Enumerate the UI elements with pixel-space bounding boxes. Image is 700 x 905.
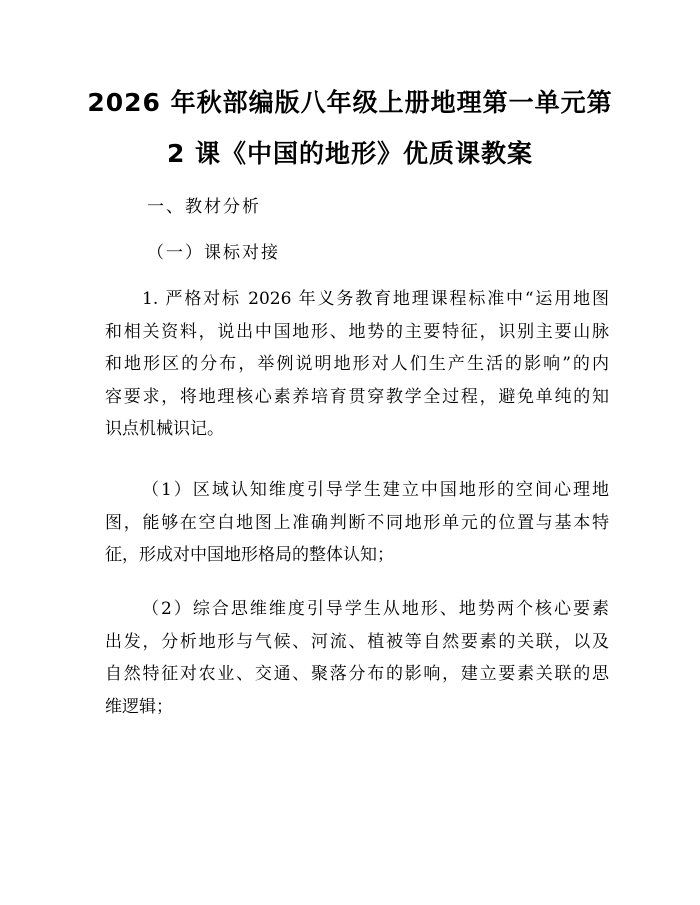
paragraph-line: 征，形成对中国地形格局的整体认知； <box>105 545 394 565</box>
paragraph-line: 维逻辑； <box>105 696 173 717</box>
paragraph-line: 识点机械识记。 <box>105 419 224 439</box>
paragraph-line: （1）区域认知维度引导学生建立中国地形的空间心理地 <box>142 480 609 500</box>
document-title-line-2: 2 课《中国的地形》优质课教案 <box>166 139 534 168</box>
subsection-heading-curriculum-alignment: （一）课标对接 <box>147 243 280 263</box>
paragraph-curriculum-standard <box>105 283 609 446</box>
paragraph-line: 容要求，将地理核心素养培育贯穿教学全过程，避免单纯的知 <box>105 386 609 407</box>
document-title-line-1: 2026 年秋部编版八年级上册地理第一单元第 <box>87 88 613 117</box>
paragraph-line: 和地形区的分布，举例说明地形对人们生产生活的影响”的内 <box>105 354 609 374</box>
paragraph-regional-cognition <box>105 474 609 572</box>
section-heading-textbook-analysis: 一、教材分析 <box>147 197 261 217</box>
paragraph-integrated-thinking <box>105 593 609 723</box>
paragraph-line: 自然特征对农业、交通、聚落分布的影响，建立要素关联的思 <box>105 664 609 684</box>
paragraph-line: 1. 严格对标 2026 年义务教育地理课程标准中“运用地图 <box>142 289 609 309</box>
paragraph-line: 和相关资料，说出中国地形、地势的主要特征，识别主要山脉 <box>105 321 609 342</box>
paragraph-line: 出发，分析地形与气候、河流、植被等自然要素的关联，以及 <box>105 631 609 652</box>
paragraph-line: （2）综合思维维度引导学生从地形、地势两个核心要素 <box>142 599 609 619</box>
paragraph-line: 图，能够在空白地图上准确判断不同地形单元的位置与基本特 <box>105 512 609 533</box>
